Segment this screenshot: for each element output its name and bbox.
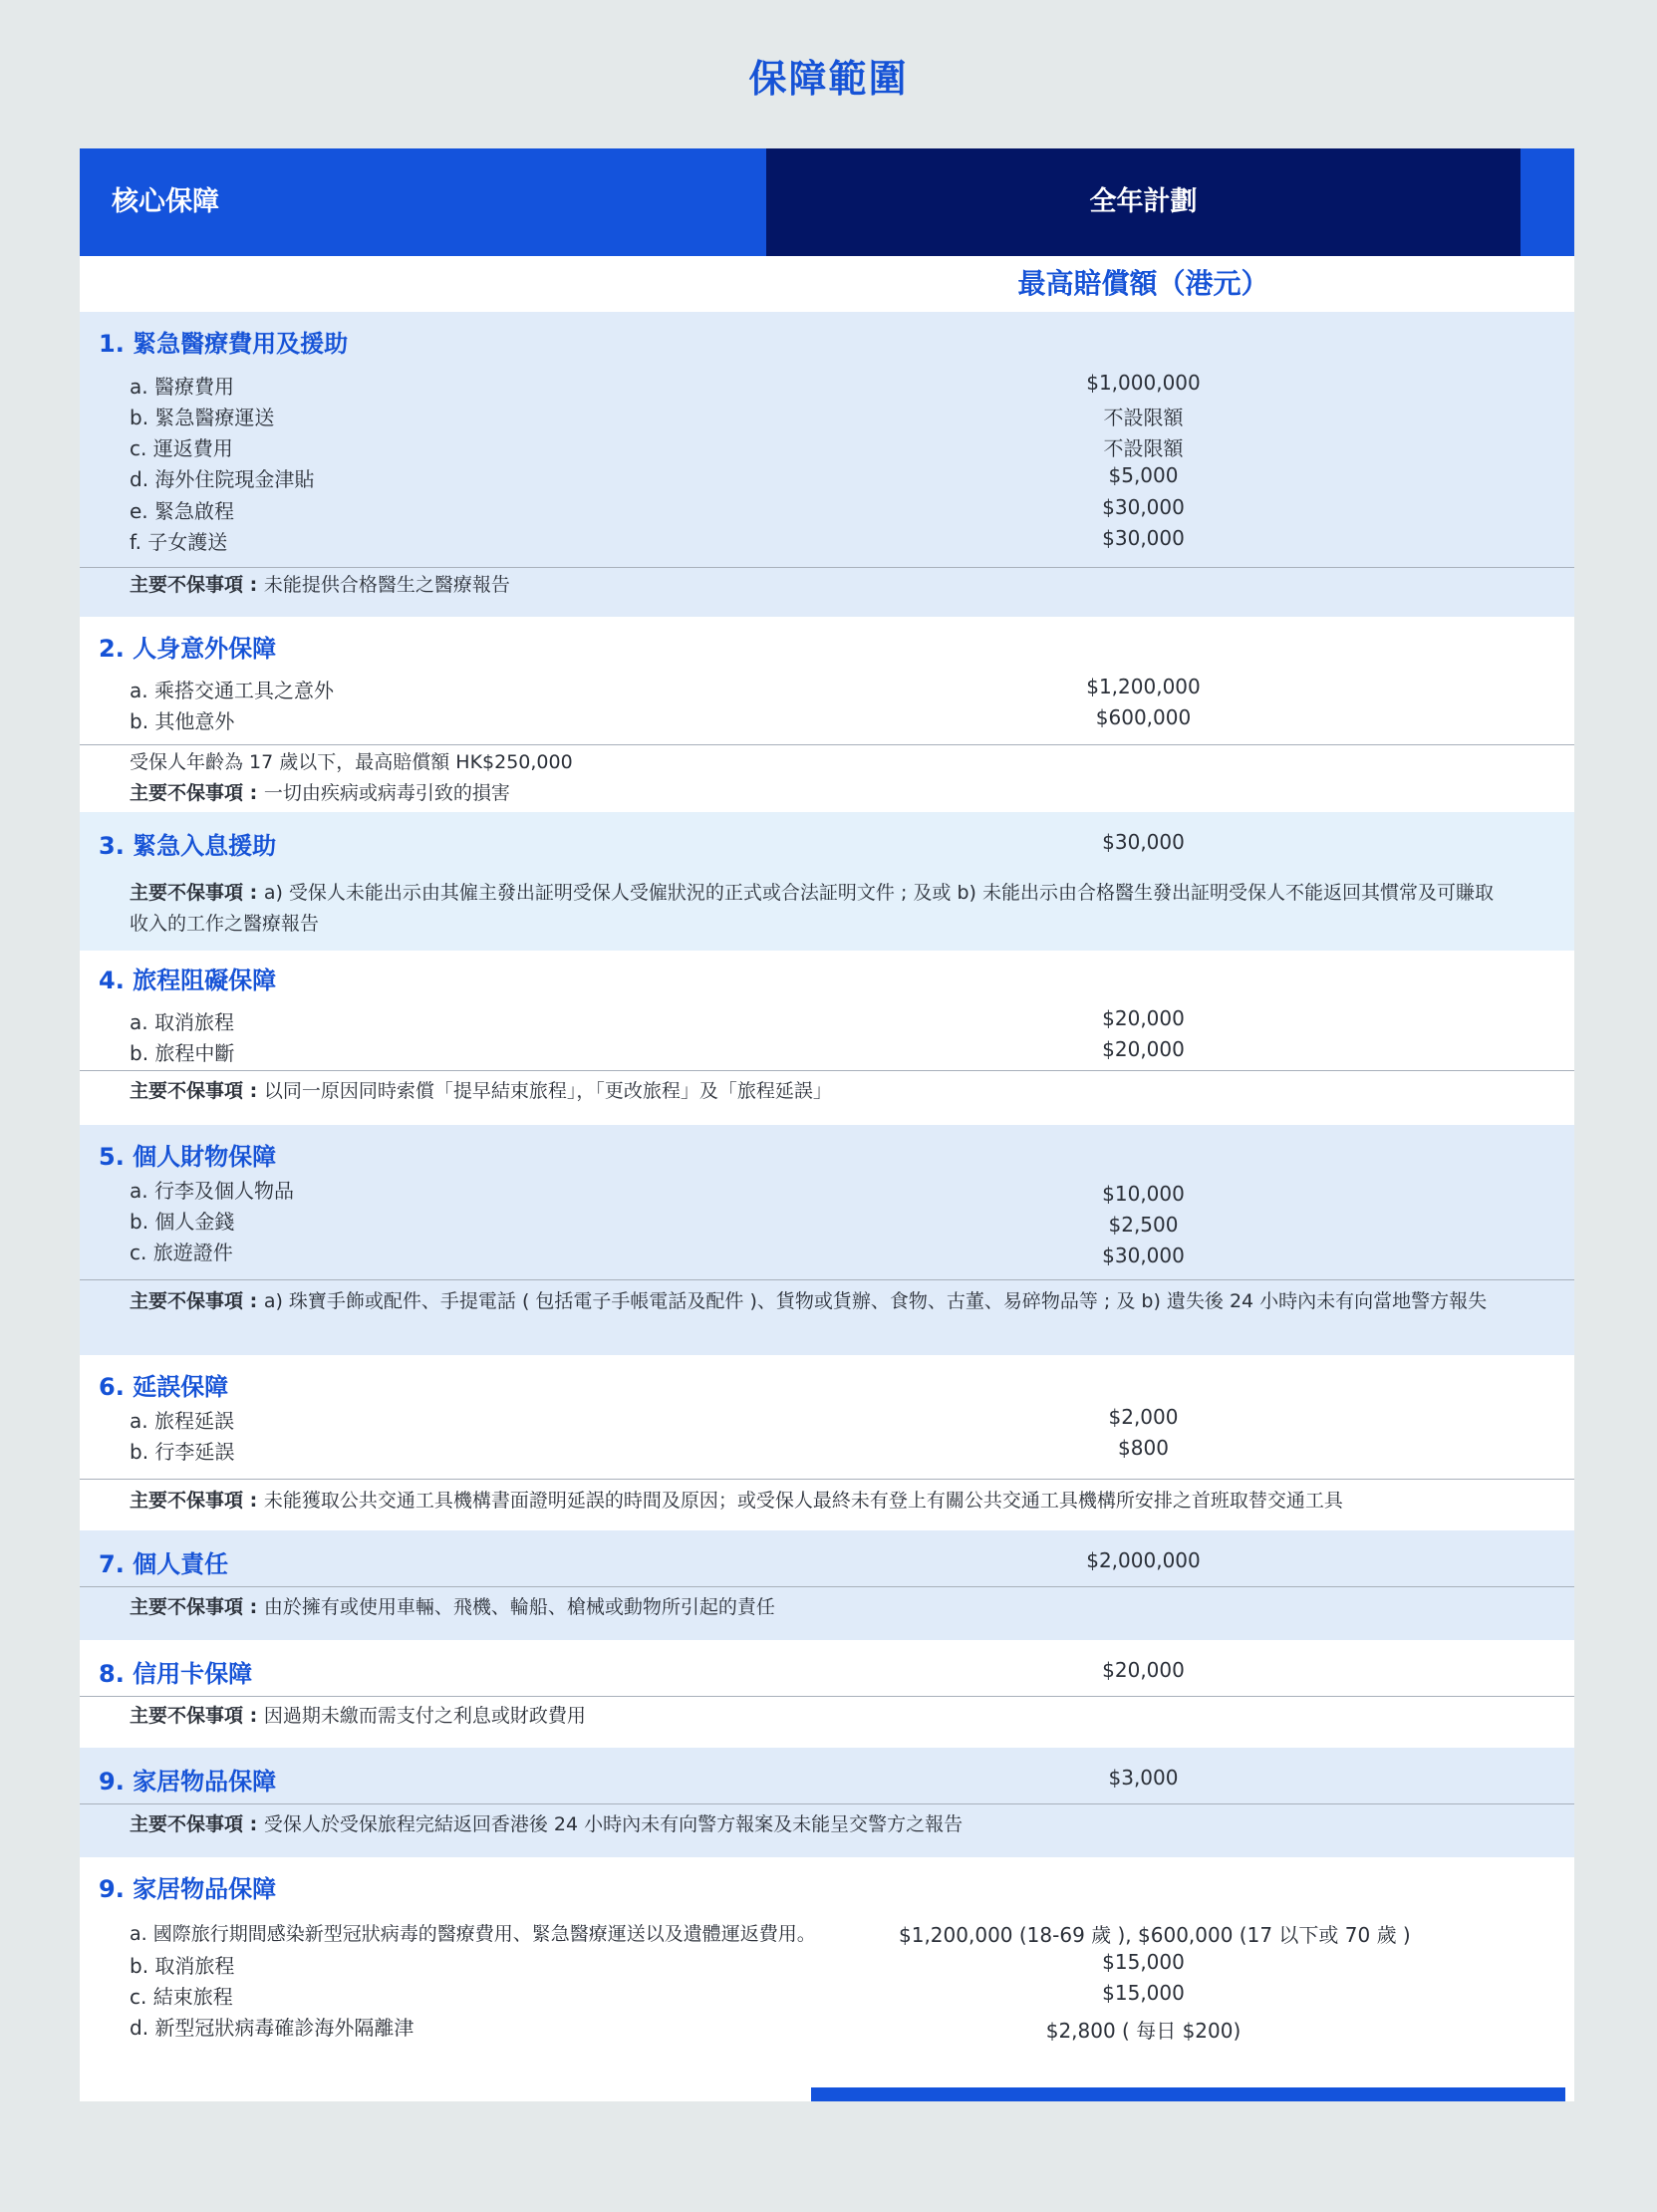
item-value: 不設限額 bbox=[1103, 436, 1184, 460]
section-credit-card bbox=[80, 1640, 1574, 1748]
item-label: b. 個人金錢 bbox=[130, 1210, 235, 1234]
item-label: b. 其他意外 bbox=[130, 709, 235, 733]
item-value: $600,000 bbox=[1095, 705, 1192, 729]
exclusion-label: 主要不保事項 : bbox=[130, 782, 264, 804]
item-label: a. 旅程延誤 bbox=[130, 1409, 234, 1433]
exclusion-text: 未能獲取公共交通工具機構書面證明延誤的時間及原因；或受保人最終未有登上有關公共交通工具機構所安排之首班取替交通工具 bbox=[263, 1490, 1343, 1512]
exclusion-note bbox=[130, 1486, 1505, 1517]
item-label: b. 取消旅程 bbox=[130, 1954, 235, 1978]
section-covid-coverage bbox=[80, 1857, 1574, 2101]
item-value: $10,000 bbox=[1102, 1182, 1185, 1206]
item-label: c. 旅遊證件 bbox=[130, 1241, 233, 1264]
exclusion-note bbox=[130, 1809, 1505, 1840]
item-label: b. 行李延誤 bbox=[130, 1440, 235, 1464]
item-label: d. 新型冠狀病毒確診海外隔離津 bbox=[130, 2016, 414, 2040]
section-title: 3. 緊急入息援助 bbox=[99, 832, 277, 860]
item-value: $2,000,000 bbox=[1086, 1548, 1201, 1572]
annual-plan-header: 全年計劃 bbox=[766, 148, 1520, 256]
section-personal-liability bbox=[80, 1530, 1574, 1640]
section-title: 2. 人身意外保障 bbox=[99, 635, 277, 663]
section-title: 8. 信用卡保障 bbox=[99, 1660, 253, 1688]
section-delay bbox=[80, 1355, 1574, 1530]
item-value: 不設限額 bbox=[1103, 406, 1184, 429]
exclusion-text: 一切由疾病或病毒引致的損害 bbox=[263, 782, 510, 804]
item-label: b. 緊急醫療運送 bbox=[130, 406, 275, 429]
exclusion-note bbox=[130, 570, 1505, 601]
section-title: 9. 家居物品保障 bbox=[99, 1768, 277, 1796]
item-value: $20,000 bbox=[1102, 1037, 1185, 1061]
item-label: f. 子女護送 bbox=[130, 530, 228, 554]
section-personal-accident bbox=[80, 617, 1574, 812]
divider bbox=[80, 1070, 1574, 1071]
divider bbox=[80, 1479, 1574, 1480]
item-value: $15,000 bbox=[1102, 1950, 1185, 1974]
item-label: c. 運返費用 bbox=[130, 436, 233, 460]
section-title: 7. 個人責任 bbox=[99, 1550, 229, 1578]
section-trip-disruption bbox=[80, 951, 1574, 1125]
exclusion-text: a) 珠寶手飾或配件、手提電話 ( 包括電子手帳電話及配件 )、貨物或貨辦、食物、古董、易碎物品等 ; 及 b) 遺失後 24 小時內未有向當地警方報失 bbox=[263, 1290, 1488, 1312]
coverage-table bbox=[80, 148, 1574, 2101]
divider bbox=[80, 1279, 1574, 1280]
exclusion-text: 由於擁有或使用車輛、飛機、輪船、槍械或動物所引起的責任 bbox=[263, 1596, 775, 1618]
item-value: $30,000 bbox=[1102, 495, 1185, 519]
section-personal-property bbox=[80, 1125, 1574, 1355]
item-label: b. 旅程中斷 bbox=[130, 1041, 235, 1065]
section-title: 4. 旅程阻礙保障 bbox=[99, 967, 277, 994]
max-compensation-header: 最高賠償額（港元） bbox=[1017, 267, 1269, 300]
item-label: e. 緊急啟程 bbox=[130, 499, 235, 523]
exclusion-note bbox=[130, 1286, 1505, 1317]
divider bbox=[80, 1586, 1574, 1587]
item-value: $2,000 bbox=[1108, 1405, 1179, 1429]
item-value: $20,000 bbox=[1102, 1658, 1185, 1682]
item-value: $30,000 bbox=[1102, 830, 1185, 854]
divider bbox=[80, 744, 1574, 745]
exclusion-label: 主要不保事項 : bbox=[130, 1290, 264, 1312]
item-value: $30,000 bbox=[1102, 526, 1185, 550]
exclusion-note bbox=[130, 878, 1505, 940]
divider bbox=[80, 1696, 1574, 1697]
item-value: $1,000,000 bbox=[1086, 371, 1201, 395]
item-value: $800 bbox=[1118, 1436, 1169, 1460]
exclusion-note bbox=[130, 1592, 1505, 1623]
section-household-goods bbox=[80, 1748, 1574, 1857]
item-label: d. 海外住院現金津貼 bbox=[130, 467, 315, 491]
exclusion-note bbox=[130, 778, 1505, 809]
exclusion-label: 主要不保事項 : bbox=[130, 1705, 264, 1727]
divider bbox=[80, 567, 1574, 568]
item-value: $30,000 bbox=[1102, 1244, 1185, 1267]
divider bbox=[80, 1803, 1574, 1804]
item-value: $20,000 bbox=[1102, 1006, 1185, 1030]
core-coverage-header: 核心保障 bbox=[112, 186, 219, 217]
page-title: 保障範圍 bbox=[748, 57, 909, 101]
section-title: 9. 家居物品保障 bbox=[99, 1875, 277, 1903]
section-title: 1. 緊急醫療費用及援助 bbox=[99, 330, 349, 358]
exclusion-text: a) 受保人未能出示由其僱主發出証明受保人受僱狀況的正式或合法証明文件 ; 及或 b) 未能出示由合格醫生發出証明受保人不能返回其慣常及可賺取收入的工作之醫療報告 bbox=[130, 882, 1494, 935]
exclusion-label: 主要不保事項 : bbox=[130, 1813, 264, 1835]
section-emergency-medical bbox=[80, 312, 1574, 617]
section-title: 5. 個人財物保障 bbox=[99, 1143, 277, 1171]
exclusion-text: 以同一原因同時索償「提早結束旅程」，「更改旅程」及「旅程延誤」 bbox=[263, 1080, 832, 1102]
item-value: $5,000 bbox=[1108, 463, 1179, 487]
exclusion-text: 受保人於受保旅程完結返回香港後 24 小時內未有向警方報案及未能呈交警方之報告 bbox=[263, 1813, 964, 1835]
item-value: $2,800 ( 每日 $200) bbox=[1045, 2019, 1242, 2043]
item-label: a. 取消旅程 bbox=[130, 1010, 234, 1034]
exclusion-text: 因過期未繳而需支付之利息或財政費用 bbox=[263, 1705, 586, 1727]
section-title: 6. 延誤保障 bbox=[99, 1373, 229, 1401]
item-value: $15,000 bbox=[1102, 1981, 1185, 2005]
section-income-assistance bbox=[80, 812, 1574, 951]
item-value: $1,200,000 bbox=[1086, 675, 1201, 698]
item-label: a. 行李及個人物品 bbox=[130, 1179, 294, 1203]
item-label: a. 國際旅行期間感染新型冠狀病毒的醫療費用、緊急醫療運送以及遺體運返費用。 bbox=[130, 1923, 816, 1945]
exclusion-label: 主要不保事項 : bbox=[130, 1490, 264, 1512]
item-label: a. 醫療費用 bbox=[130, 375, 234, 399]
item-value: $2,500 bbox=[1108, 1213, 1179, 1237]
exclusion-label: 主要不保事項 : bbox=[130, 882, 264, 904]
age-note: 受保人年齡為 17 歲以下，最高賠償額 HK$250,000 bbox=[130, 751, 573, 773]
item-value: $1,200,000 (18-69 歲 ), $600,000 (17 以下或 70 歲 ) bbox=[899, 1923, 1411, 1947]
exclusion-text: 未能提供合格醫生之醫療報告 bbox=[263, 574, 510, 596]
table-header bbox=[80, 148, 1574, 256]
exclusion-note bbox=[130, 1076, 1505, 1107]
item-label: a. 乘搭交通工具之意外 bbox=[130, 679, 334, 702]
exclusion-label: 主要不保事項 : bbox=[130, 1080, 264, 1102]
exclusion-label: 主要不保事項 : bbox=[130, 574, 264, 596]
footer-accent-bar bbox=[811, 2087, 1565, 2101]
exclusion-note bbox=[130, 1701, 1505, 1732]
item-value: $3,000 bbox=[1108, 1766, 1179, 1790]
item-label: c. 結束旅程 bbox=[130, 1985, 233, 2009]
exclusion-label: 主要不保事項 : bbox=[130, 1596, 264, 1618]
